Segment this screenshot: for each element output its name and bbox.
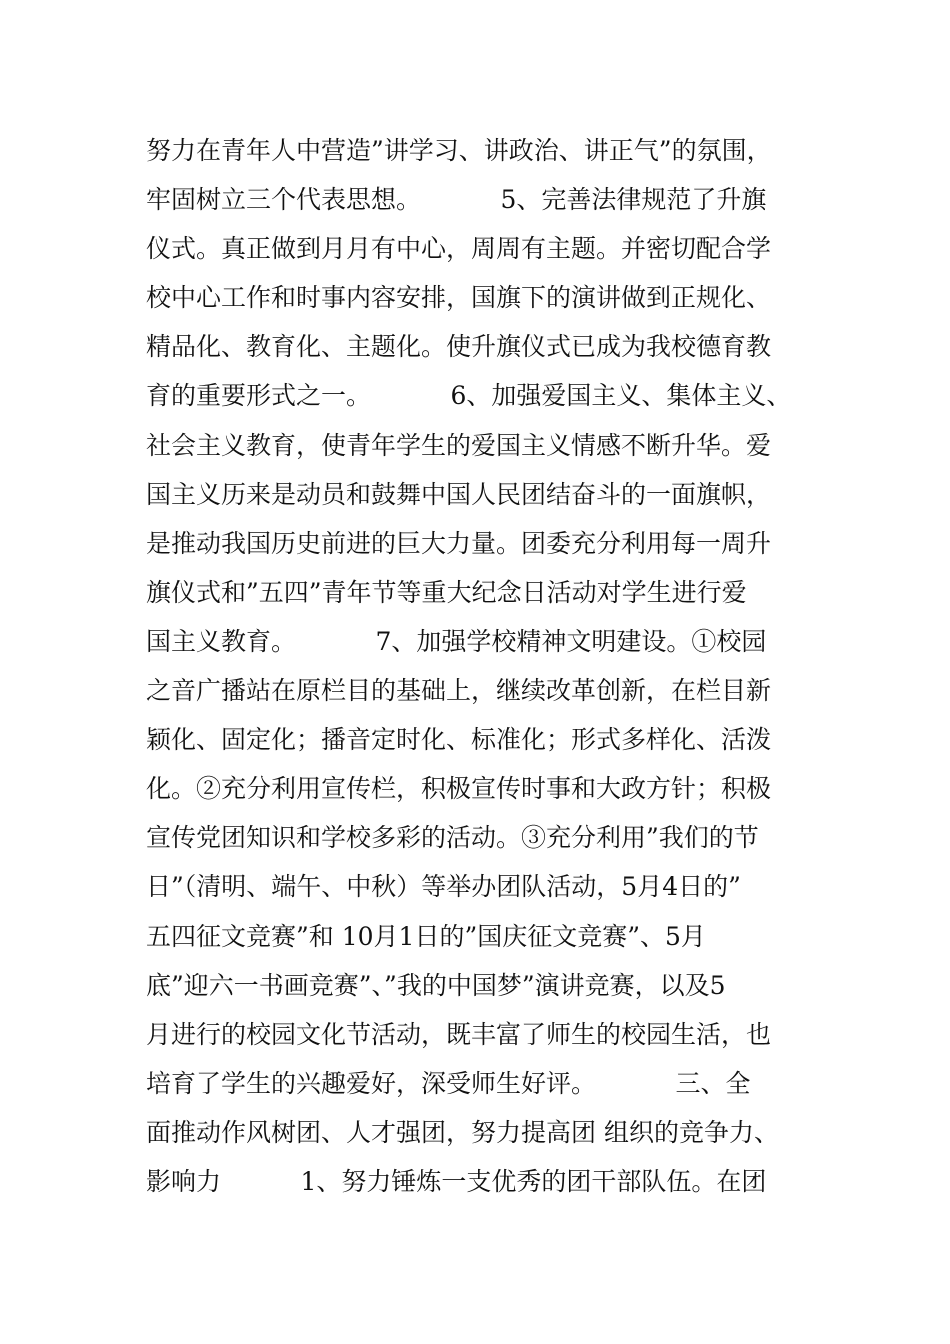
- text-line: 仪式。真正做到月月有中心，周周有主题。并密切配合学: [146, 234, 772, 264]
- text-line: 培育了学生的兴趣爱好，深受师生好评。 三、全: [146, 1068, 751, 1098]
- body-text: [146, 126, 836, 1206]
- text-line: 面推动作风树团、人才强团，努力提高团 组织的竞争力、: [146, 1117, 779, 1147]
- text-line: 旗仪式和”五四”青年节等重大纪念日活动对学生进行爱: [146, 577, 747, 607]
- text-line: 宣传党团知识和学校多彩的活动。③充分利用”我们的节: [146, 823, 759, 853]
- text-line: 国主义历来是动员和鼓舞中国人民团结奋斗的一面旗帜，: [146, 479, 772, 509]
- text-line: 社会主义教育，使青年学生的爱国主义情感不断升华。爱: [146, 430, 772, 460]
- text-line: 之音广播站在原栏目的基础上，继续改革创新，在栏目新: [146, 676, 772, 706]
- text-line: 化。②充分利用宣传栏，积极宣传时事和大政方针；积极: [146, 774, 772, 804]
- text-line: 育的重要形式之一。 6、加强爱国主义、集体主义、: [146, 381, 792, 411]
- text-line: 日”（清明、端午、中秋）等举办团队活动，5月4日的”: [146, 872, 741, 902]
- text-line: 是推动我国历史前进的巨大力量。团委充分利用每一周升: [146, 528, 772, 558]
- text-line: 颖化、固定化；播音定时化、标准化；形式多样化、活泼: [146, 725, 772, 755]
- text-line: 校中心工作和时事内容安排，国旗下的演讲做到正规化、: [146, 283, 772, 313]
- text-line: 影响力 1、努力锤炼一支优秀的团干部队伍。在团: [146, 1166, 767, 1196]
- text-line: 五四征文竞赛”和 10月1日的”国庆征文竞赛”、5月: [146, 921, 706, 951]
- text-line: 努力在青年人中营造”讲学习、讲政治、讲正气”的氛围，: [146, 136, 772, 165]
- text-line: 月进行的校园文化节活动，既丰富了师生的校园生活，也: [146, 1019, 772, 1049]
- text-line: 底”迎六一书画竞赛”、”我的中国梦”演讲竞赛，以及5: [146, 970, 726, 1000]
- text-line: 牢固树立三个代表思想。 5、完善法律规范了升旗: [146, 185, 767, 215]
- text-line: 精品化、教育化、主题化。使升旗仪式已成为我校德育教: [146, 332, 772, 362]
- text-line: 国主义教育。 7、加强学校精神文明建设。①校园: [146, 626, 767, 656]
